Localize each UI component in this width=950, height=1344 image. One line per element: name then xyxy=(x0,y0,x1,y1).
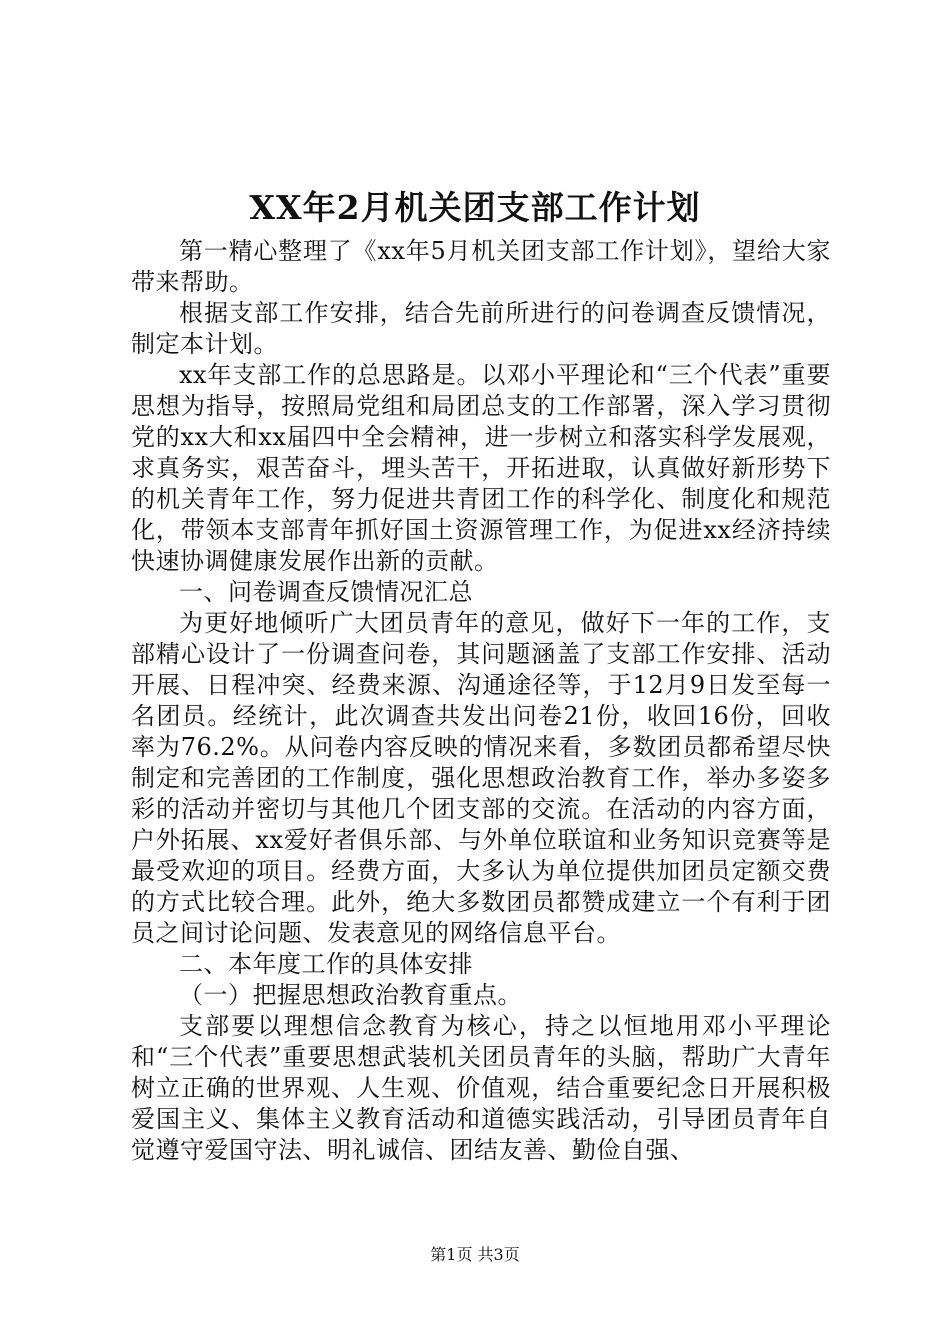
document-body xyxy=(131,236,831,1166)
paragraph-education: 支部要以理想信念教育为核心，持之以恒地用邓小平理论和“三个代表”重要思想武装机关团员青年的头脑，帮助广大青年树立正确的世界观、人生观、价值观，结合重要纪念日开展积极爱国主义、集体主义教育活动和道德实践活动，引导团员青年自觉遵守爱国守法、明礼诚信、团结友善、勤俭自强、 xyxy=(131,1012,831,1164)
section-heading-arrangements: 二、本年度工作的具体安排 xyxy=(179,950,473,978)
subsection-heading-education: （一）把握思想政治教育重点。 xyxy=(179,981,522,1009)
paragraph-intro: 第一精心整理了《xx年5月机关团支部工作计划》，望给大家带来帮助。 xyxy=(131,237,831,296)
paragraph-basis: 根据支部工作安排，结合先前所进行的问卷调查反馈情况，制定本计划。 xyxy=(131,299,831,358)
document-title: XX年2月机关团支部工作计划 xyxy=(249,188,701,227)
paragraph-overall-approach: xx年支部工作的总思路是。以邓小平理论和“三个代表”重要思想为指导，按照局党组和局团总支的工作部署，深入学习贯彻党的xx大和xx届四中全会精神，进一步树立和落实科学发展观，求真务实，艰苦奋斗，埋头苦干，开拓进取，认真做好新形势下的机关青年工作，努力促进共青团工作的科学化、制度化和规范化，带领本支部青年抓好国土资源管理工作，为促进xx经济持续快速协调健康发展作出新的贡献。 xyxy=(131,361,831,575)
page-number-footer: 第1页 共3页 xyxy=(430,1245,520,1264)
paragraph-survey-summary: 为更好地倾听广大团员青年的意见，做好下一年的工作，支部精心设计了一份调查问卷，其问题涵盖了支部工作安排、活动开展、日程冲突、经费来源、沟通途径等，于12月9日发至每一名团员。经统计，此次调查共发出问卷21份，收回16份，回收率为76.2%。从问卷内容反映的情况来看，多数团员都希望尽快制定和完善团的工作制度，强化思想政治教育工作，举办多姿多彩的活动并密切与其他几个团支部的交流。在活动的内容方面，户外拓展、xx爱好者俱乐部、与外单位联谊和业务知识竞赛等是最受欢迎的项目。经费方面，大多认为单位提供加团员定额交费的方式比较合理。此外，绝大多数团员都赞成建立一个有利于团员之间讨论问题、发表意见的网络信息平台。 xyxy=(131,609,831,947)
section-heading-survey: 一、问卷调查反馈情况汇总 xyxy=(179,578,473,606)
